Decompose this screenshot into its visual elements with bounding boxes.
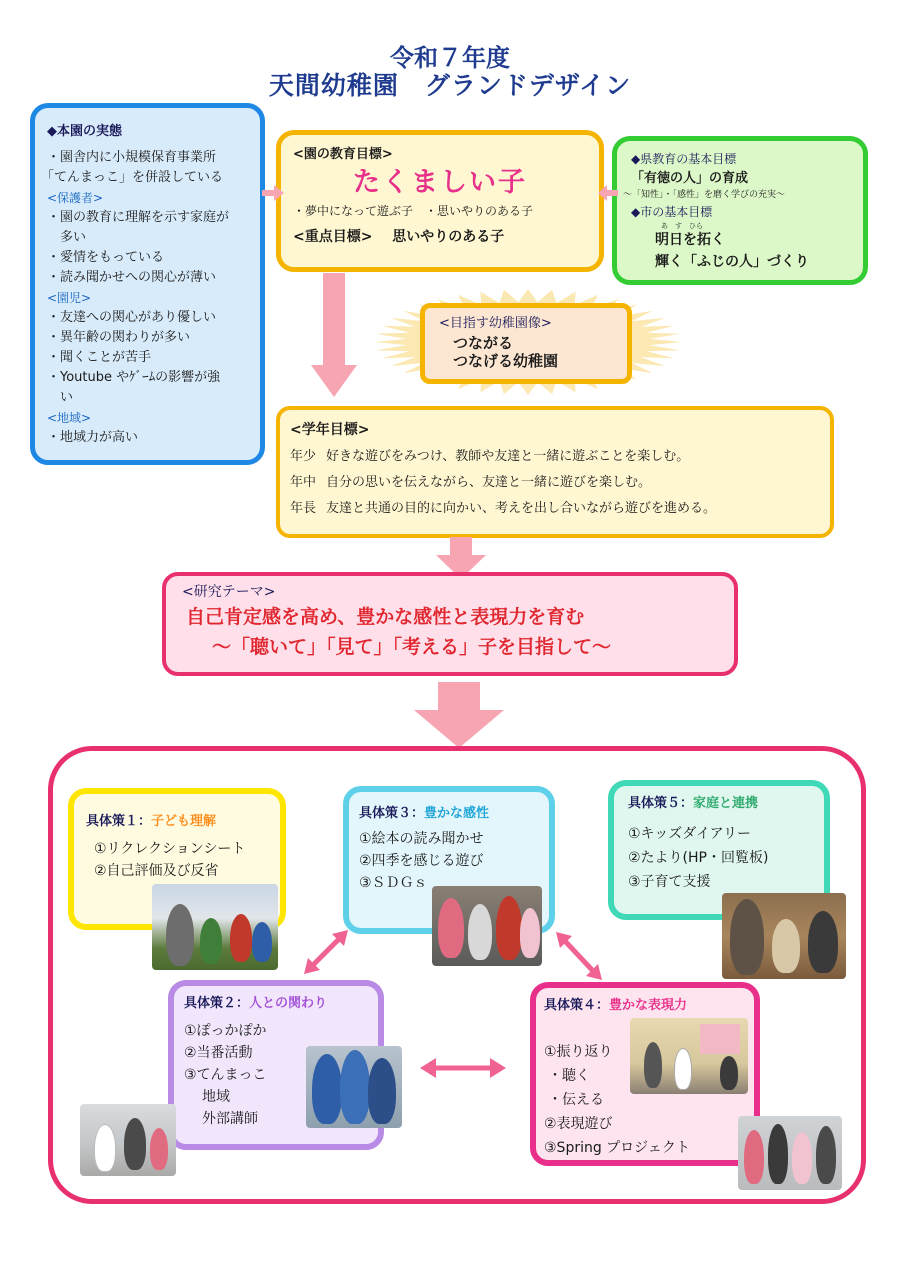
ken-line: ～「知性」・「感性」を磨く学びの充実～ [623,190,786,200]
list-item: ③ＳＤＧｓ [359,875,428,891]
kyouiku-main: たくましい子 [353,167,527,198]
list-item: 地域 [188,1089,230,1105]
list-item: ①リクレクションシート [94,841,246,857]
list-item: ・愛情をもっている [47,250,165,265]
photo-children-reading [432,886,542,966]
saku2-theme: 人との関わり [249,996,328,1011]
gakunen-row [290,470,820,496]
list-item: い [47,390,74,405]
arrow-icon [598,185,618,201]
list-item: ②当番活動 [184,1045,253,1061]
ken-line: 「有徳の人」の育成 [631,171,749,186]
list-item: ②たより(HP・回覧板) [628,850,769,866]
gakunen-age: 年長 [290,501,317,516]
jittai-line: 「てんまっこ」を併設している [41,170,224,185]
gakunen-age: 年中 [290,475,317,490]
saku4-label: 具体策４： [544,998,610,1013]
list-item: ・友達への関心があり優しい [47,310,217,325]
jittai-box [30,103,265,465]
saku1-theme: 子ども理解 [151,814,217,829]
list-item: ①振り返り [544,1044,613,1060]
list-item: ・園の教育に理解を示す家庭が [47,210,230,225]
enji-heading: <園児> [47,291,92,305]
gakunen-text: 好きな遊びをみつけ、教師や友達と一緒に遊ぶことを楽しむ。 [326,449,690,464]
list-item: ・Youtube やｹﾞｰﾑの影響が強 [47,370,221,385]
jittai-heading: ◆本園の実態 [47,124,122,139]
list-item: ②表現遊び [544,1116,613,1132]
kyouiku-heading: <園の教育目標> [293,147,393,162]
kyouiku-box [276,130,604,272]
arrow-down-icon [311,273,357,397]
photo-children-hugging [306,1046,402,1128]
photo-parent-child [722,893,846,979]
shi-line: 明日を拓く [655,232,725,248]
title-line2: 天間幼稚園 グランドデザイン [268,71,632,100]
kenkyu-heading: <研究テーマ> [182,584,276,600]
saku2-label: 具体策２： [184,996,250,1011]
double-arrow-icon [302,930,350,974]
gakunen-row [290,444,820,470]
gakunen-row [290,496,820,522]
gakunen-text: 友達と共通の目的に向かい、考えを出し合いながら遊びを進める。 [326,501,717,516]
ken-heading: ◆県教育の基本目標 [631,152,737,166]
list-item: ・読み聞かせへの関心が薄い [47,270,217,285]
kenkyu-box [162,572,738,676]
list-item: ①絵本の読み聞かせ [359,831,484,847]
list-item: 多い [47,230,87,245]
arrow-down-icon [414,682,504,748]
list-item: ・聞くことが苦手 [47,350,152,365]
arrow-icon [262,185,284,201]
hogosha-heading: <保護者> [47,191,104,205]
list-item: ・聴く [548,1068,590,1084]
mezasu-box [420,303,632,384]
saku3-theme: 豊かな感性 [424,806,490,821]
list-item: ②自己評価及び反省 [94,863,219,879]
double-arrow-icon [556,932,602,980]
gakunen-heading: <学年目標> [290,422,370,438]
kyouiku-sub: ・夢中になって遊ぶ子 ・思いやりのある子 [293,204,534,218]
list-item: ①キッズダイアリー [628,826,752,842]
photo-children-dance [738,1116,842,1190]
list-item: ・異年齢の関わりが多い [47,330,191,345]
juten-label: <重点目標> [293,229,373,245]
mezasu-line: つながる [453,334,514,352]
saku4-theme: 豊かな表現力 [609,998,688,1013]
jittai-line: ・園舎内に小規模保育事業所 [47,150,217,165]
gakunen-box [276,406,834,538]
list-item: ・地域力が高い [47,430,139,445]
list-item: ③子育て支援 [628,874,711,890]
list-item: ③Spring プロジェクト [544,1140,690,1156]
shi-line: 輝く「ふじの人」づくり [655,254,809,270]
mezasu-heading: <目指す幼稚園像> [439,316,552,331]
saku1-label: 具体策１： [86,814,152,829]
photo-children-playground [80,1104,176,1176]
ruby: あ す ひら [661,222,703,230]
kenkyu-line: ～「聴いて」「見て」「考える」子を目指して～ [212,636,612,658]
shi-heading: ◆市の基本目標 [631,205,713,219]
ken-box [612,136,868,285]
saku5-label: 具体策５： [628,796,694,811]
gakunen-age: 年少 [290,449,317,464]
photo-children-stage [630,1018,748,1094]
list-item: ③てんまっこ [184,1067,267,1083]
list-item: ②四季を感じる遊び [359,853,484,869]
gakunen-text: 自分の思いを伝えながら、友達と一緒に遊びを楽しむ。 [326,475,652,490]
double-arrow-icon [420,1056,506,1080]
chiiki-heading: <地域> [47,411,92,425]
list-item: ①ぽっかぽか [184,1023,267,1039]
list-item: 外部講師 [188,1111,258,1127]
mezasu-line: つなげる幼稚園 [453,352,559,370]
list-item: ・伝える [548,1092,604,1108]
juten-value: 思いやりのある子 [392,229,505,245]
saku3-label: 具体策３： [359,806,425,821]
kenkyu-line: 自己肯定感を高め、豊かな感性と表現力を育む [186,606,585,628]
photo-children-outdoor [152,884,278,970]
title-line1: 令和７年度 [390,44,510,72]
saku5-theme: 家庭と連携 [693,796,759,811]
